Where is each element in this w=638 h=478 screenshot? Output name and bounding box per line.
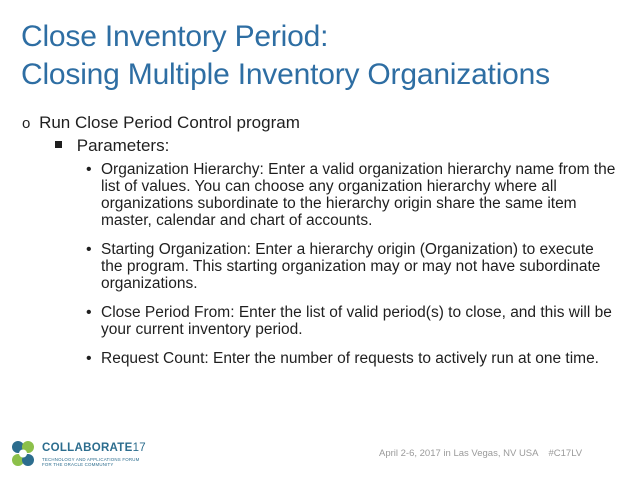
dot-bullet-icon: • (86, 304, 92, 321)
logo-tagline: TECHNOLOGY AND APPLICATIONS FORUM FOR THE ORACLE COMMUNITY (42, 457, 140, 467)
dot-bullet-icon: • (86, 350, 92, 367)
collaborate-logo (8, 438, 148, 474)
list-item-text: Organization Hierarchy: Enter a valid organization hierarchy name from the list of values. You can choose any organization hierarchy where all organizations subordinate to the hierarchy origin share the same item master, calendar and chart of accounts. (101, 161, 616, 229)
slide-title (21, 18, 621, 94)
level1-text: Run Close Period Control program (39, 113, 300, 132)
footer (0, 430, 638, 478)
level1-item (22, 113, 300, 134)
dot-bullet-icon: • (86, 241, 92, 258)
dot-bullet-icon: • (86, 161, 92, 178)
hashtag: #C17LV (548, 448, 583, 459)
logo-word: COLLABORATE (42, 442, 133, 454)
list-item-text: Starting Organization: Enter a hierarchy origin (Organization) to execute the program. This starting organization may or may not have subordinate organizations. (101, 241, 601, 292)
square-bullet-icon (55, 141, 62, 148)
collaborate-logo-icon (8, 438, 38, 470)
list-item (86, 350, 616, 367)
list-item (86, 304, 616, 338)
list-item (86, 241, 616, 292)
logo-year: 17 (132, 442, 147, 454)
logo-wordmark (42, 442, 146, 454)
title-line-1: Close Inventory Period: (21, 20, 329, 53)
list-item (86, 161, 616, 229)
list-item-text: Close Period From: Enter the list of valid period(s) to close, and this will be your current inventory period. (101, 304, 612, 338)
footer-event-info (379, 448, 582, 459)
event-text: April 2-6, 2017 in Las Vegas, NV USA (379, 448, 539, 459)
level2-item (55, 136, 169, 156)
list-item-text: Request Count: Enter the number of requests to actively run at one time. (101, 350, 599, 367)
title-line-2: Closing Multiple Inventory Organizations (21, 58, 550, 91)
parameter-list (86, 161, 616, 379)
level2-text: Parameters: (76, 136, 170, 155)
circle-bullet-icon: o (22, 115, 31, 132)
